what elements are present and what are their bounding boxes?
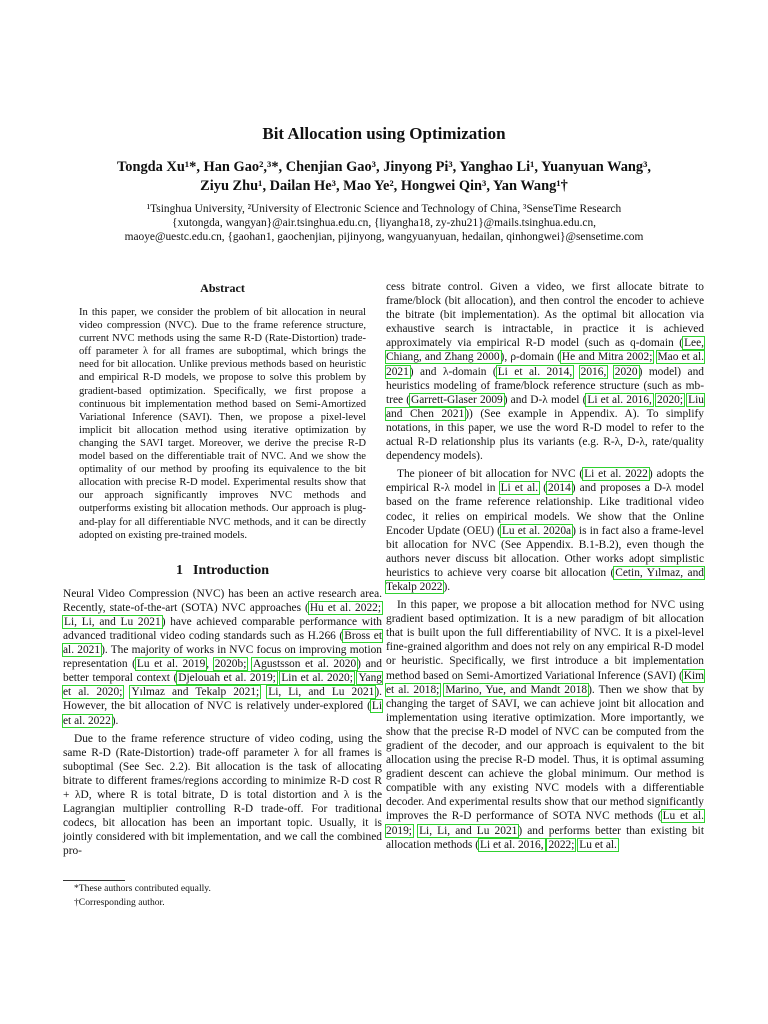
intro-paragraph-1: Neural Video Compression (NVC) has been an active research area. Recently, state-of-the-art (SOTA) NVC approaches (Hu et al. 2022; Li, Li, and Lu 2021) have achieved comparable performance with advanced traditional video coding standards such as H.266 (Bross et al. 2021). The majority of works in NVC focus on improving motion representation (Lu et al. 2019, 2020b; Agustsson et al. 2020) and better temporal context (Djelouah et al. 2019; Lin et al. 2020; Yang et al. 2020; Yılmaz and Tekalp 2021; Li, Li, and Lu 2021). However, the bit allocation of NVC is relatively under-explored (Li et al. 2022).: [63, 587, 383, 727]
citation-link[interactable]: Lu et al. 2019: [136, 658, 206, 671]
citation-link[interactable]: Yang et al. 2020;: [63, 672, 382, 699]
author-line-1: Tongda Xu¹*, Han Gao²,³*, Chenjian Gao³, Jinyong Pi³, Yanghao Li¹, Yuanyuan Wang³,: [116, 159, 652, 175]
citation-link[interactable]: 2020: [614, 365, 638, 378]
citation-link[interactable]: Liu and Chen 2021: [386, 393, 704, 420]
citation-link[interactable]: Li et al. 2014,: [497, 365, 573, 378]
citation-link[interactable]: 2020;: [657, 393, 683, 406]
section-number: 1: [176, 562, 183, 578]
author-list: [0, 158, 768, 196]
citation-link[interactable]: Lin et al. 2020;: [281, 672, 353, 685]
footnote-equal-contribution: *These authors contributed equally.: [74, 883, 211, 894]
affiliation-line-3: maoye@uestc.edu.cn, {gaohan1, gaochenjian, pijinyong, wangyuanyuan, hedailan, qinhongwei}@sensetime.com: [124, 231, 644, 243]
footnote-corresponding-author: †Corresponding author.: [74, 897, 165, 908]
citation-link[interactable]: Yılmaz and Tekalp 2021;: [131, 686, 260, 699]
body-paragraph-3: In this paper, we propose a bit allocation method for NVC using gradient based optimization. It is a new paradigm of bit allocation that is built upon the full differentiability of NVC. It is a pixel-level fine-grained algorithm and does not rely on any empirical R-D model or heuristic. Specifically, we first introduce a bit implementation method based on Semi-Amortized Variational Inference (SAVI) (Kim et al. 2018; Marino, Yue, and Mandt 2018). Then we show that by changing the target of SAVI, we can achieve joint bit allocation and implementation using iterative optimization. More importantly, we show that the precise R-D model of NVC can be computed from the gradient of the decoder, and our approach is equivalent to the bit allocation using the precise R-D model. Thus, it is optimal assuming gradient descent can achieve the global minimum. Our method is compatible with any existing NVC models with a differentiable decoder. And experimental results show that our method significantly improves the R-D performance of SOTA NVC methods (Lu et al. 2019; Li, Li, and Lu 2021) and performs better than existing bit allocation methods (Li et al. 2016, 2022; Lu et al.: [386, 599, 704, 851]
citation-link[interactable]: Lee, Chiang, and Zhang 2000: [386, 337, 704, 364]
citation-link[interactable]: Hu et al. 2022;: [309, 601, 381, 614]
citation-link[interactable]: Lu et al. 2019;: [386, 810, 704, 837]
citation-link[interactable]: Agustsson et al. 2020: [252, 658, 357, 671]
citation-link[interactable]: Mao et al. 2021: [386, 351, 704, 378]
section-title: Introduction: [193, 562, 269, 578]
section-heading-introduction: [63, 562, 382, 580]
citation-link[interactable]: Djelouah et al. 2019;: [178, 672, 276, 685]
affiliations: [0, 202, 768, 244]
citation-link[interactable]: 2022;: [548, 838, 575, 851]
citation-link[interactable]: Lu et al.: [579, 838, 617, 851]
left-column: [63, 280, 382, 858]
affiliation-line-2: {xutongda, wangyan}@air.tsinghua.edu.cn, {liyangha18, zy-zhu21}@mails.tsinghua.edu.cn,: [171, 217, 597, 229]
citation-link[interactable]: He and Mitra 2002;: [561, 351, 653, 364]
citation-link[interactable]: Li et al.: [500, 482, 539, 495]
footnote-divider: [63, 880, 125, 881]
citation-link[interactable]: 2020b;: [214, 658, 247, 671]
citation-link[interactable]: Marino, Yue, and Mandt 2018: [445, 683, 588, 696]
affiliation-line-1: ¹Tsinghua University, ²University of Electronic Science and Technology of China, ³SenseTime Research: [146, 203, 622, 215]
citation-link[interactable]: Li et al. 2016,: [587, 393, 652, 406]
intro-paragraph-2: Due to the frame reference structure of video coding, using the same R-D (Rate-Distortion) trade-off parameter λ for all frames is suboptimal (See Sec. 2.2). Bit allocation is the task of allocating bitrate to different frames/regions according to minimize R-D cost R + λD, where R is total bitrate, D is total distortion and λ is the Lagrangian multiplier controlling R-D trade-off. For traditional codecs, bit allocation has been an important topic. Usually, it is jointly considered with bit implementation, and we call the combined pro-: [63, 732, 382, 858]
right-column: [386, 280, 704, 852]
citation-link[interactable]: Li et al. 2022: [584, 468, 648, 481]
author-line-2: Ziyu Zhu¹, Dailan He³, Mao Ye², Hongwei Qin³, Yan Wang¹†: [200, 178, 568, 194]
citation-link[interactable]: Bross et al. 2021: [63, 629, 383, 657]
citation-link[interactable]: Li et al. 2022: [63, 700, 382, 727]
citation-link[interactable]: Lu et al. 2020a: [501, 524, 572, 537]
abstract-text: In this paper, we consider the problem of bit allocation in neural video compression (NVC). Due to the frame reference structure, current NVC methods using the same R-D (Rate-Distortion) trade-off parameter λ for all frames are suboptimal, which brings the need for bit allocation. Unlike previous methods based on heuristic and empirical R-D models, we propose to solve this problem by gradient-based optimization. Specifically, we first propose a continuous bit implementation method based on Semi-Amortized Variational Inference (SAVI). Then, we propose a pixel-level implicit bit allocation method using iterative optimization by changing the SAVI target. Moreover, we derive the precise R-D model based on the differentiable trait of NVC. And we show the optimality of our method by proofing its equivalence to the bit allocation with precise R-D model. Experimental results show that our approach significantly improves NVC methods and outperforms existing bit allocation methods. Our approach is plug-and-play for all differentiable NVC methods, and it can be directly adopted on existing pre-trained models.: [79, 307, 366, 541]
body-paragraph-2: The pioneer of bit allocation for NVC (Li et al. 2022) adopts the empirical R-λ model in Li et al. (2014) and proposes a D-λ model based on the frame reference relationship. Like traditional video codec, it relies on empirical models. We show that the Online Encoder Update (OEU) (Lu et al. 2020a) is in fact also a frame-level bit allocation for NVC (See Appendix. B.1-B.2), even though the authors never discuss bit allocation. Other works adopt simplistic heuristics to achieve very coarse bit allocation (Cetin, Yılmaz, and Tekalp 2022).: [386, 468, 704, 593]
citation-link[interactable]: Li, Li, and Lu 2021: [268, 686, 375, 699]
citation-link[interactable]: Li et al. 2016,: [480, 838, 544, 851]
citation-link[interactable]: Kim et al. 2018;: [386, 669, 704, 696]
abstract-title: Abstract: [200, 281, 245, 295]
paper-title: Bit Allocation using Optimization: [262, 124, 506, 143]
paper-header: [0, 122, 768, 244]
citation-link[interactable]: Li, Li, and Lu 2021: [419, 824, 518, 837]
citation-link[interactable]: 2016,: [580, 365, 607, 378]
footnotes: [63, 882, 382, 910]
citation-link[interactable]: 2014: [548, 482, 571, 495]
citation-link[interactable]: Cetin, Yılmaz, and Tekalp 2022: [386, 566, 704, 593]
citation-link[interactable]: Garrett-Glaser 2009: [411, 393, 503, 406]
citation-link[interactable]: Li, Li, and Lu 2021: [64, 615, 161, 628]
body-paragraph-1: cess bitrate control. Given a video, we first allocate bitrate to frame/block (bit allocation), and then control the encoder to achieve the bitrate (bit implementation). As the optimal bit allocation via exhaustive search is intractable, in practice it is achieved approximately via empirical R-D model (such as q-domain (Lee, Chiang, and Zhang 2000), ρ-domain (He and Mitra 2002; Mao et al. 2021) and λ-domain (Li et al. 2014, 2016, 2020) model) and heuristics modeling of frame/block reference structure (such as mb-tree (Garrett-Glaser 2009) and D-λ model (Li et al. 2016, 2020; Liu and Chen 2021)) (See example in Appendix. A). To simplify notations, in this paper, we use the word R-D model to refer to the actual R-D relationship plus its variants (e.g. R-λ, D-λ, rate/quality dependency models).: [386, 281, 705, 463]
